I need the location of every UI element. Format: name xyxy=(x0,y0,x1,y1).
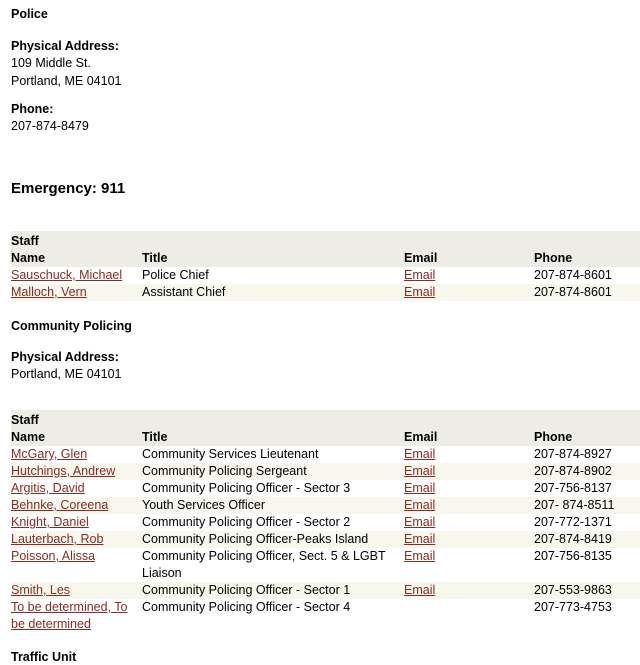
staff-title: Community Policing Officer - Sector 2 xyxy=(142,515,351,529)
staff-title: Community Policing Officer-Peaks Island xyxy=(142,531,404,548)
table-row xyxy=(11,480,640,497)
email-link[interactable]: Email xyxy=(404,498,436,512)
column-header-phone: Phone xyxy=(534,250,640,267)
column-header-name: Name xyxy=(11,429,142,446)
staff-name-link[interactable]: Behnke, Coreena xyxy=(11,498,109,512)
table-row xyxy=(11,531,640,548)
column-header-email: Email xyxy=(404,429,534,446)
column-header-title: Title xyxy=(142,429,404,446)
table-row xyxy=(11,463,640,480)
table-row xyxy=(11,267,640,284)
staff-title: Community Policing Officer - Sector 3 xyxy=(142,481,351,495)
email-link[interactable]: Email xyxy=(404,268,436,282)
table-row xyxy=(11,548,640,582)
email-link[interactable]: Email xyxy=(404,447,436,461)
staff-title: Assistant Chief xyxy=(142,284,404,301)
staff-name-link[interactable]: Sauschuck, Michael xyxy=(11,268,123,282)
staff-phone: 207-772-1371 xyxy=(534,515,612,529)
staff-phone: 207-756-8135 xyxy=(534,549,612,563)
staff-phone: 207- 874-8511 xyxy=(534,497,640,514)
staff-phone: 207-874-8419 xyxy=(534,531,640,548)
table-row xyxy=(11,582,640,599)
staff-name-link[interactable]: Lauterbach, Rob xyxy=(11,532,104,546)
staff-phone: 207-874-8902 xyxy=(534,463,640,480)
community-section-title: Community Policing xyxy=(11,319,132,333)
community-address-line1: Portland, ME 04101 xyxy=(11,367,122,381)
table-row xyxy=(11,514,640,531)
staff-title: Community Policing Sergeant xyxy=(142,463,404,480)
traffic-section-title: Traffic Unit xyxy=(11,650,77,664)
staff-name-link[interactable]: Malloch, Vern xyxy=(11,285,87,299)
staff-phone: 207-874-8601 xyxy=(534,268,612,282)
staff-header-row xyxy=(11,429,640,446)
staff-name-link[interactable]: Smith, Les xyxy=(11,583,71,597)
staff-title: Police Chief xyxy=(142,268,209,282)
staff-phone: 207-553-9863 xyxy=(534,582,640,599)
police-address-label: Physical Address: xyxy=(11,39,119,53)
community-staff-table xyxy=(11,410,640,633)
column-header-title: Title xyxy=(142,250,404,267)
staff-title: Community Services Lieutenant xyxy=(142,447,319,461)
email-link[interactable]: Email xyxy=(404,583,436,597)
police-address-line1: 109 Middle St. xyxy=(11,56,91,70)
staff-caption-row xyxy=(11,410,640,429)
staff-name-link[interactable]: Argitis, David xyxy=(11,481,85,495)
police-staff-table xyxy=(11,231,640,301)
police-phone-label: Phone: xyxy=(11,102,54,116)
staff-title: Community Policing Officer - Sector 1 xyxy=(142,582,404,599)
emergency-number: Emergency: 911 xyxy=(11,180,126,197)
staff-phone: 207-874-8601 xyxy=(534,284,640,301)
community-address-label: Physical Address: xyxy=(11,350,119,364)
staff-title: Community Policing Officer, Sect. 5 & LGBT Liaison xyxy=(142,549,386,580)
staff-title: Community Policing Officer - Sector 4 xyxy=(142,600,351,614)
staff-name-link[interactable]: Hutchings, Andrew xyxy=(11,464,116,478)
staff-phone: 207-874-8927 xyxy=(534,447,612,461)
staff-caption: Staff xyxy=(11,231,640,250)
police-phone: 207-874-8479 xyxy=(11,119,89,133)
police-section-title: Police xyxy=(11,7,48,21)
column-header-phone: Phone xyxy=(534,429,640,446)
staff-phone: 207-756-8137 xyxy=(534,481,612,495)
email-link[interactable]: Email xyxy=(404,549,436,563)
column-header-name: Name xyxy=(11,250,142,267)
staff-caption: Staff xyxy=(11,410,640,429)
staff-name-link[interactable]: McGary, Glen xyxy=(11,447,88,461)
column-header-email: Email xyxy=(404,250,534,267)
email-link[interactable]: Email xyxy=(404,285,436,299)
table-row xyxy=(11,446,640,463)
table-row xyxy=(11,284,640,301)
police-address-line2: Portland, ME 04101 xyxy=(11,74,122,88)
table-row xyxy=(11,599,640,633)
table-row xyxy=(11,497,640,514)
staff-name-link[interactable]: Poisson, Alissa xyxy=(11,549,96,563)
email-link[interactable]: Email xyxy=(404,481,436,495)
staff-email-empty xyxy=(404,599,534,633)
email-link[interactable]: Email xyxy=(404,464,436,478)
email-link[interactable]: Email xyxy=(404,515,436,529)
staff-caption-row xyxy=(11,231,640,250)
staff-title: Youth Services Officer xyxy=(142,497,404,514)
email-link[interactable]: Email xyxy=(404,532,436,546)
staff-header-row xyxy=(11,250,640,267)
staff-name-link[interactable]: Knight, Daniel xyxy=(11,515,89,529)
staff-phone: 207-773-4753 xyxy=(534,600,612,614)
staff-name-link[interactable]: To be determined, To be determined xyxy=(11,600,128,631)
